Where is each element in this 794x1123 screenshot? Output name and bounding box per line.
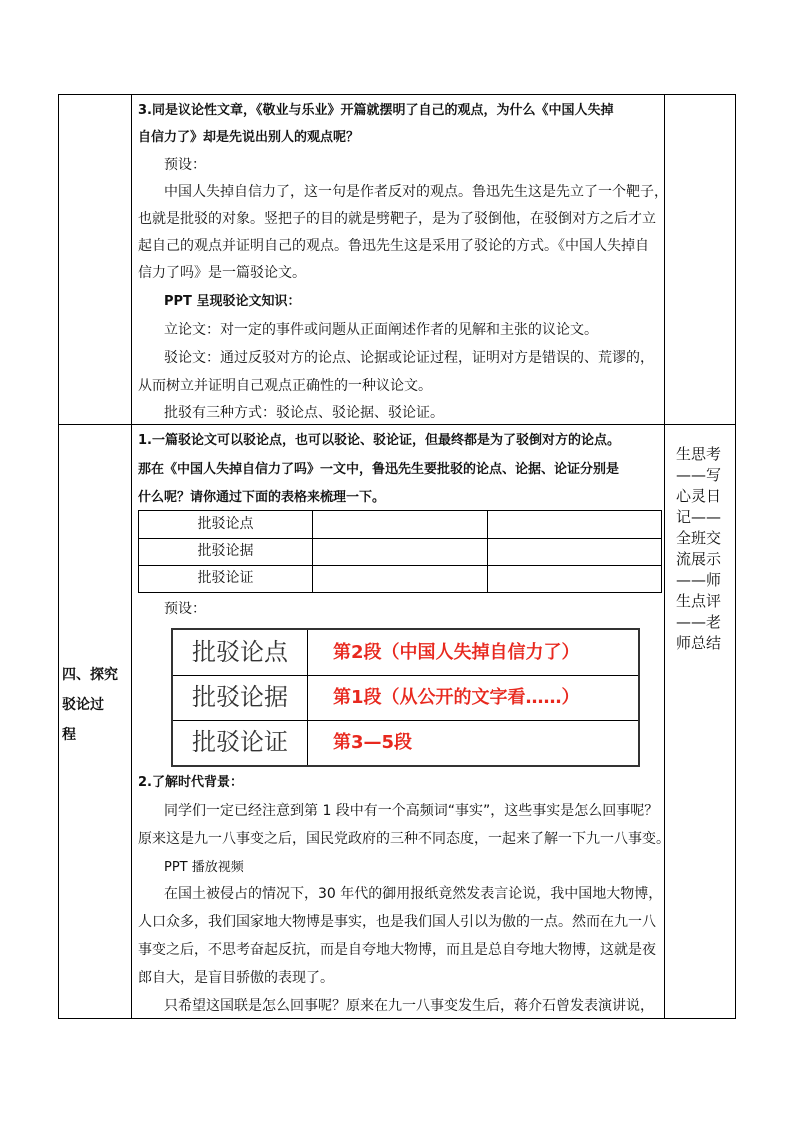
activity-line: ——老: [676, 613, 722, 631]
section-title-line3: 程: [62, 727, 76, 743]
row-divider: [59, 424, 735, 425]
row1-three-ways: 批驳有三种方式：驳论点、驳论据、驳论证。: [164, 405, 444, 421]
section-title: [62, 660, 126, 750]
row1-preset-label: 预设：: [164, 157, 206, 173]
row1-answer-line3: 起自己的观点并证明自己的观点。鲁迅先生这是采用了驳论的方式。《中国人失掉自: [138, 238, 649, 254]
activity-line: 记——: [676, 508, 722, 526]
row1-question-line1: 3.同是议论性文章，《敬业与乐业》开篇就摆明了自己的观点，为什么《中国人失掉: [138, 103, 614, 118]
q1-line3: 什么呢？请你通过下面的表格来梳理一下。: [138, 490, 386, 505]
row1-answer-line4: 信力了吗》是一篇驳论文。: [138, 265, 306, 281]
answer-value: 第3—5段: [333, 732, 413, 753]
answer-label: 批驳论点: [192, 638, 288, 666]
q1-preset-label: 预设：: [164, 601, 206, 617]
row1-bolun-line1: 驳论文：通过反驳对方的论点、论据或论证过程，证明对方是错误的、荒谬的，: [164, 350, 654, 366]
row1-question-line2: 自信力了》却是先说出别人的观点呢？: [138, 130, 360, 145]
blank-worksheet-table: [138, 510, 662, 593]
column-divider: [131, 95, 132, 1018]
q2-para2-line3: 事变之后，不思考奋起反抗，而是自夸地大物博，而且是总自夸地大物博，这就是夜: [138, 942, 656, 958]
table-row: [173, 720, 638, 765]
ppt-video-label: PPT 播放视频: [164, 860, 244, 875]
table-row: [139, 511, 661, 538]
q2-para1-line1: 同学们一定已经注意到第 1 段中有一个高频词“事实”，这些事实是怎么回事呢？: [164, 803, 659, 819]
activity-line: ——师: [676, 571, 722, 589]
activity-line: 生点评: [676, 592, 722, 610]
q2-para2-line4: 郎自大，是盲目骄傲的表现了。: [138, 970, 334, 986]
activity-line: 心灵日: [676, 487, 722, 505]
teaching-activity-flow: [676, 444, 734, 654]
table-row: [139, 565, 661, 592]
q1-line1: 1.一篇驳论文可以驳论点，也可以驳论、驳论证，但最终都是为了驳倒对方的论点。: [138, 433, 620, 448]
activity-line: 流展示: [676, 550, 722, 568]
q2-title: 2.了解时代背景：: [138, 775, 243, 790]
q2-para2-line1: 在国土被侵占的情况下，30 年代的御用报纸竟然发表言论说，我中国地大物博，: [164, 886, 663, 902]
row1-lilun-definition: 立论文：对一定的事件或问题从正面阐述作者的见解和主张的议论文。: [164, 322, 598, 338]
table-cell-label: 批驳论点: [197, 516, 254, 532]
table-row: [173, 675, 638, 720]
q2-para1-line2: 原来这是九一八事变之后，国民党政府的三种不同态度，一起来了解一下九一八事变。: [138, 831, 670, 847]
row1-bolun-line2: 从而树立并证明自己观点正确性的一种议论文。: [138, 378, 432, 394]
row1-answer-line2: 也就是批驳的对象。竖把子的目的就是劈靶子，是为了驳倒他，在驳倒对方之后才立: [138, 211, 656, 227]
table-row: [173, 630, 638, 675]
section-title-line1: 四、探究: [62, 667, 118, 683]
q2-para3: 只希望这国联是怎么回事呢？原来在九一八事变发生后，蒋介石曾发表演讲说，: [164, 998, 654, 1014]
answer-table: [171, 628, 640, 767]
section-title-line2: 驳论过: [62, 697, 104, 713]
activity-line: 师总结: [676, 634, 722, 652]
column-divider: [664, 95, 665, 1018]
q2-para2-line2: 人口众多，我们国家地大物博是事实，也是我们国人引以为傲的一点。然而在九一八: [138, 914, 656, 930]
row1-ppt-label: PPT 呈现驳论文知识：: [164, 294, 301, 309]
row1-answer-line1: 中国人失掉自信力了，这一句是作者反对的观点。鲁迅先生这是先立了一个靶子，: [164, 184, 668, 200]
answer-value: 第1段（从公开的文字看……）: [333, 687, 580, 708]
activity-line: ——写: [676, 466, 722, 484]
activity-line: 全班交: [676, 529, 722, 547]
table-cell-label: 批驳论证: [197, 570, 254, 586]
answer-value: 第2段（中国人失掉自信力了）: [333, 642, 580, 663]
table-row: [139, 538, 661, 565]
answer-label: 批驳论证: [192, 728, 288, 756]
q1-line2: 那在《中国人失掉自信力了吗》一文中，鲁迅先生要批驳的论点、论据、论证分别是: [138, 462, 620, 477]
activity-line: 生思考: [676, 445, 722, 463]
answer-label: 批驳论据: [192, 683, 288, 711]
table-cell-label: 批驳论据: [197, 543, 254, 559]
